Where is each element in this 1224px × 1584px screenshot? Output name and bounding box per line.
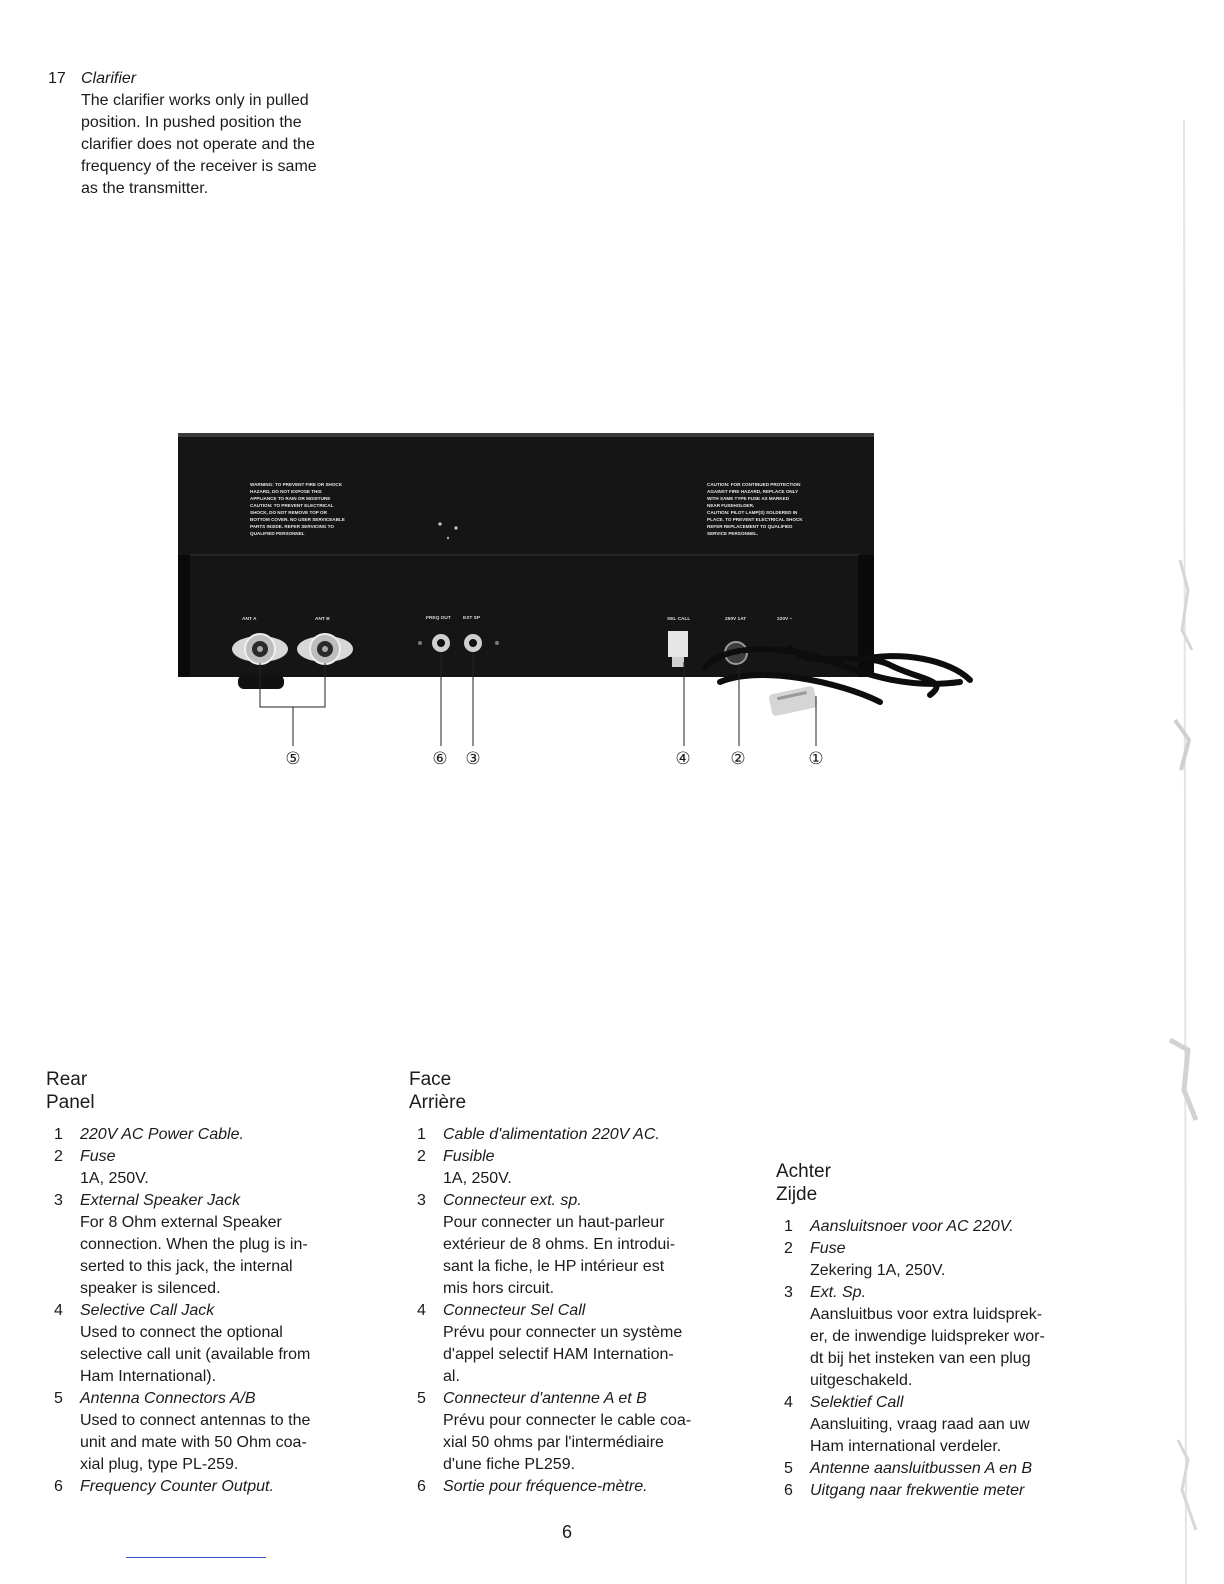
item-desc: 1A, 250V. [443, 1170, 512, 1187]
item-desc: Ham international verdeler. [810, 1438, 1002, 1455]
item-title: Fuse [80, 1148, 116, 1165]
ext-sp-jack [464, 634, 482, 652]
list-item [409, 1388, 729, 1476]
item-desc: Prévu pour connecter le cable coa- [443, 1412, 692, 1429]
list-item [46, 1388, 360, 1476]
item-desc: Aansluiting, vraag raad aan uw [810, 1416, 1030, 1433]
item-desc: Zekering 1A, 250V. [810, 1262, 946, 1279]
title-line: Panel [46, 1092, 95, 1113]
item-desc: selective call unit (available from [80, 1346, 311, 1363]
item-number: 2 [784, 1240, 793, 1257]
freq-out-jack [432, 634, 450, 652]
item-desc: For 8 Ohm external Speaker [80, 1214, 282, 1231]
item-number: 4 [784, 1394, 793, 1411]
item-number: 3 [417, 1192, 426, 1209]
warning-line: QUALIFIED PERSONNEL [250, 531, 305, 536]
list-item [46, 1476, 360, 1498]
warning-line: SERVICE PERSONNEL. [707, 531, 759, 536]
item-desc: Pour connecter un haut-parleur [443, 1214, 665, 1231]
callout-2: ② [730, 749, 746, 769]
item-number: 6 [417, 1478, 426, 1495]
item-title: 220V AC Power Cable. [80, 1126, 244, 1143]
warning-line: PARTS INSIDE. REFER SERVICING TO [250, 524, 334, 529]
list-item [776, 1216, 1096, 1238]
body-line: as the transmitter. [81, 180, 209, 197]
column-title [409, 1068, 729, 1114]
column-title [776, 1160, 1096, 1206]
french-column [409, 1068, 729, 1498]
freq-out-label: FREQ OUT [426, 616, 451, 621]
list-item [776, 1458, 1096, 1480]
item-number: 3 [784, 1284, 793, 1301]
body-line: The clarifier works only in pulled [81, 92, 309, 109]
warning-line: CAUTION: TO PREVENT ELECTRICAL [250, 503, 334, 508]
power-label: 220V ~ [777, 617, 793, 622]
list-item [776, 1392, 1096, 1458]
dutch-column [776, 1160, 1096, 1502]
item-number: 5 [417, 1390, 426, 1407]
item-desc: 1A, 250V. [80, 1170, 149, 1187]
item-title: Connecteur ext. sp. [443, 1192, 582, 1209]
item-number: 5 [784, 1460, 793, 1477]
ext-sp-label: EXT SP [463, 616, 481, 621]
warning-line: BOTTOM COVER. NO USER SERVICEABLE [250, 517, 345, 522]
warning-line: APPLIANCE TO RAIN OR MOISTURE [250, 496, 331, 501]
section-body [81, 90, 368, 200]
body-line: position. In pushed position the [81, 114, 302, 131]
ant-b-label: ANT B [315, 617, 330, 622]
item-title: Antenna Connectors A/B [80, 1390, 256, 1407]
warning-line: CAUTION: FOR CONTINUED PROTECTION [707, 482, 801, 487]
item-desc: d'une fiche PL259. [443, 1456, 576, 1473]
list-item [46, 1190, 360, 1300]
title-line: Rear [46, 1069, 88, 1090]
item-title: Uitgang naar frekwentie meter [810, 1482, 1025, 1499]
item-desc: speaker is silenced. [80, 1280, 221, 1297]
sel-call-label: SEL CALL [667, 617, 691, 622]
item-desc: mis hors circuit. [443, 1280, 555, 1297]
item-title: Ext. Sp. [810, 1284, 867, 1301]
item-number: 2 [54, 1148, 63, 1165]
list-item [409, 1300, 729, 1388]
item-list [776, 1216, 1096, 1502]
item-desc: dt bij het insteken van een plug [810, 1350, 1031, 1367]
item-list [46, 1124, 360, 1498]
item-desc: Used to connect antennas to the [80, 1412, 311, 1429]
item-number: 4 [417, 1302, 426, 1319]
scan-edge-shadow [1150, 120, 1224, 1584]
body-line: clarifier does not operate and the [81, 136, 315, 153]
item-desc: uitgeschakeld. [810, 1372, 913, 1389]
callout-1: ① [808, 749, 824, 769]
warning-line: HAZARD, DO NOT EXPOSE THIS [250, 489, 322, 494]
ant-a-label: ANT A [242, 617, 257, 622]
warning-line: PLACE. TO PREVENT ELECTRICAL SHOCK [707, 517, 803, 522]
item-desc: d'appel selectif HAM Internation- [443, 1346, 674, 1363]
item-desc: xial plug, type PL-259. [80, 1456, 239, 1473]
column-title [46, 1068, 360, 1114]
item-title: Cable d'alimentation 220V AC. [443, 1126, 660, 1143]
item-title: Fuse [810, 1240, 846, 1257]
title-line: Arrière [409, 1092, 467, 1113]
item-number: 3 [54, 1192, 63, 1209]
item-title: Fusible [443, 1148, 495, 1165]
power-plug [768, 685, 818, 716]
item-title: Selective Call Jack [80, 1302, 215, 1319]
underline-mark [126, 1557, 266, 1558]
item-title: Frequency Counter Output. [80, 1478, 274, 1495]
list-item [776, 1480, 1096, 1502]
list-item [409, 1190, 729, 1300]
clarifier-section [48, 68, 368, 200]
list-item [46, 1300, 360, 1388]
list-item [776, 1238, 1096, 1282]
list-item [46, 1146, 360, 1190]
warning-line: SHOCK, DO NOT REMOVE TOP OR [250, 510, 327, 515]
item-title: Aansluitsnoer voor AC 220V. [810, 1218, 1014, 1235]
list-item [46, 1124, 360, 1146]
warning-line: WARNING: TO PREVENT FIRE OR SHOCK [250, 482, 343, 487]
chassis-top-edge [178, 433, 874, 437]
item-number: 6 [784, 1482, 793, 1499]
body-line: frequency of the receiver is same [81, 158, 317, 175]
item-title: External Speaker Jack [80, 1192, 241, 1209]
english-column [46, 1068, 360, 1498]
item-desc: Aansluitbus voor extra luidsprek- [810, 1306, 1043, 1323]
callout-5: ⑤ [285, 749, 301, 769]
list-item [409, 1476, 729, 1498]
item-title: Connecteur d'antenne A et B [443, 1390, 647, 1407]
item-desc: er, de inwendige luidspreker wor- [810, 1328, 1045, 1345]
warning-line: NEAR FUSEHOLDER. [707, 503, 755, 508]
item-title: Selektief Call [810, 1394, 904, 1411]
rubber-foot [238, 675, 284, 689]
item-desc: connection. When the plug is in- [80, 1236, 308, 1253]
rear-panel-photo [160, 420, 990, 780]
item-desc: sant la fiche, le HP intérieur est [443, 1258, 665, 1275]
item-title: Antenne aansluitbussen A en B [810, 1460, 1033, 1477]
list-item [409, 1146, 729, 1190]
item-desc: xial 50 ohms par l'intermédiaire [443, 1434, 664, 1451]
title-line: Face [409, 1069, 452, 1090]
item-list [409, 1124, 729, 1498]
item-number: 1 [784, 1218, 793, 1235]
item-desc: Used to connect the optional [80, 1324, 283, 1341]
item-desc: Prévu pour connecter un système [443, 1324, 683, 1341]
title-line: Achter [776, 1161, 831, 1182]
item-number: 1 [54, 1126, 63, 1143]
item-number: 17 [48, 70, 66, 87]
item-number: 6 [54, 1478, 63, 1495]
warning-line: AGAINST FIRE HAZARD, REPLACE ONLY [707, 489, 799, 494]
section-heading: Clarifier [81, 70, 137, 87]
item-number: 5 [54, 1390, 63, 1407]
item-desc: al. [443, 1368, 460, 1385]
page-number: 6 [561, 1522, 572, 1542]
warning-line: REFER REPLACEMENT TO QUALIFIED [707, 524, 793, 529]
warning-line: WITH SAME TYPE FUSE AS MARKED [707, 496, 790, 501]
item-number: 1 [417, 1126, 426, 1143]
item-title: Connecteur Sel Call [443, 1302, 586, 1319]
callout-4: ④ [675, 749, 691, 769]
fuse-label: 250V 1AT [725, 617, 747, 622]
warning-line: CAUTION: PILOT LAMP(S) SOLDERED IN [707, 510, 798, 515]
title-line: Zijde [776, 1184, 818, 1205]
callout-6: ⑥ [432, 749, 448, 769]
item-title: Sortie pour fréquence-mètre. [443, 1478, 648, 1495]
callout-3: ③ [465, 749, 481, 769]
item-number: 2 [417, 1148, 426, 1165]
list-item [409, 1124, 729, 1146]
item-desc: unit and mate with 50 Ohm coa- [80, 1434, 307, 1451]
item-desc: extérieur de 8 ohms. En introdui- [443, 1236, 676, 1253]
item-desc: Ham International). [80, 1368, 217, 1385]
item-desc: serted to this jack, the internal [80, 1258, 293, 1275]
item-number: 4 [54, 1302, 63, 1319]
list-item [776, 1282, 1096, 1392]
